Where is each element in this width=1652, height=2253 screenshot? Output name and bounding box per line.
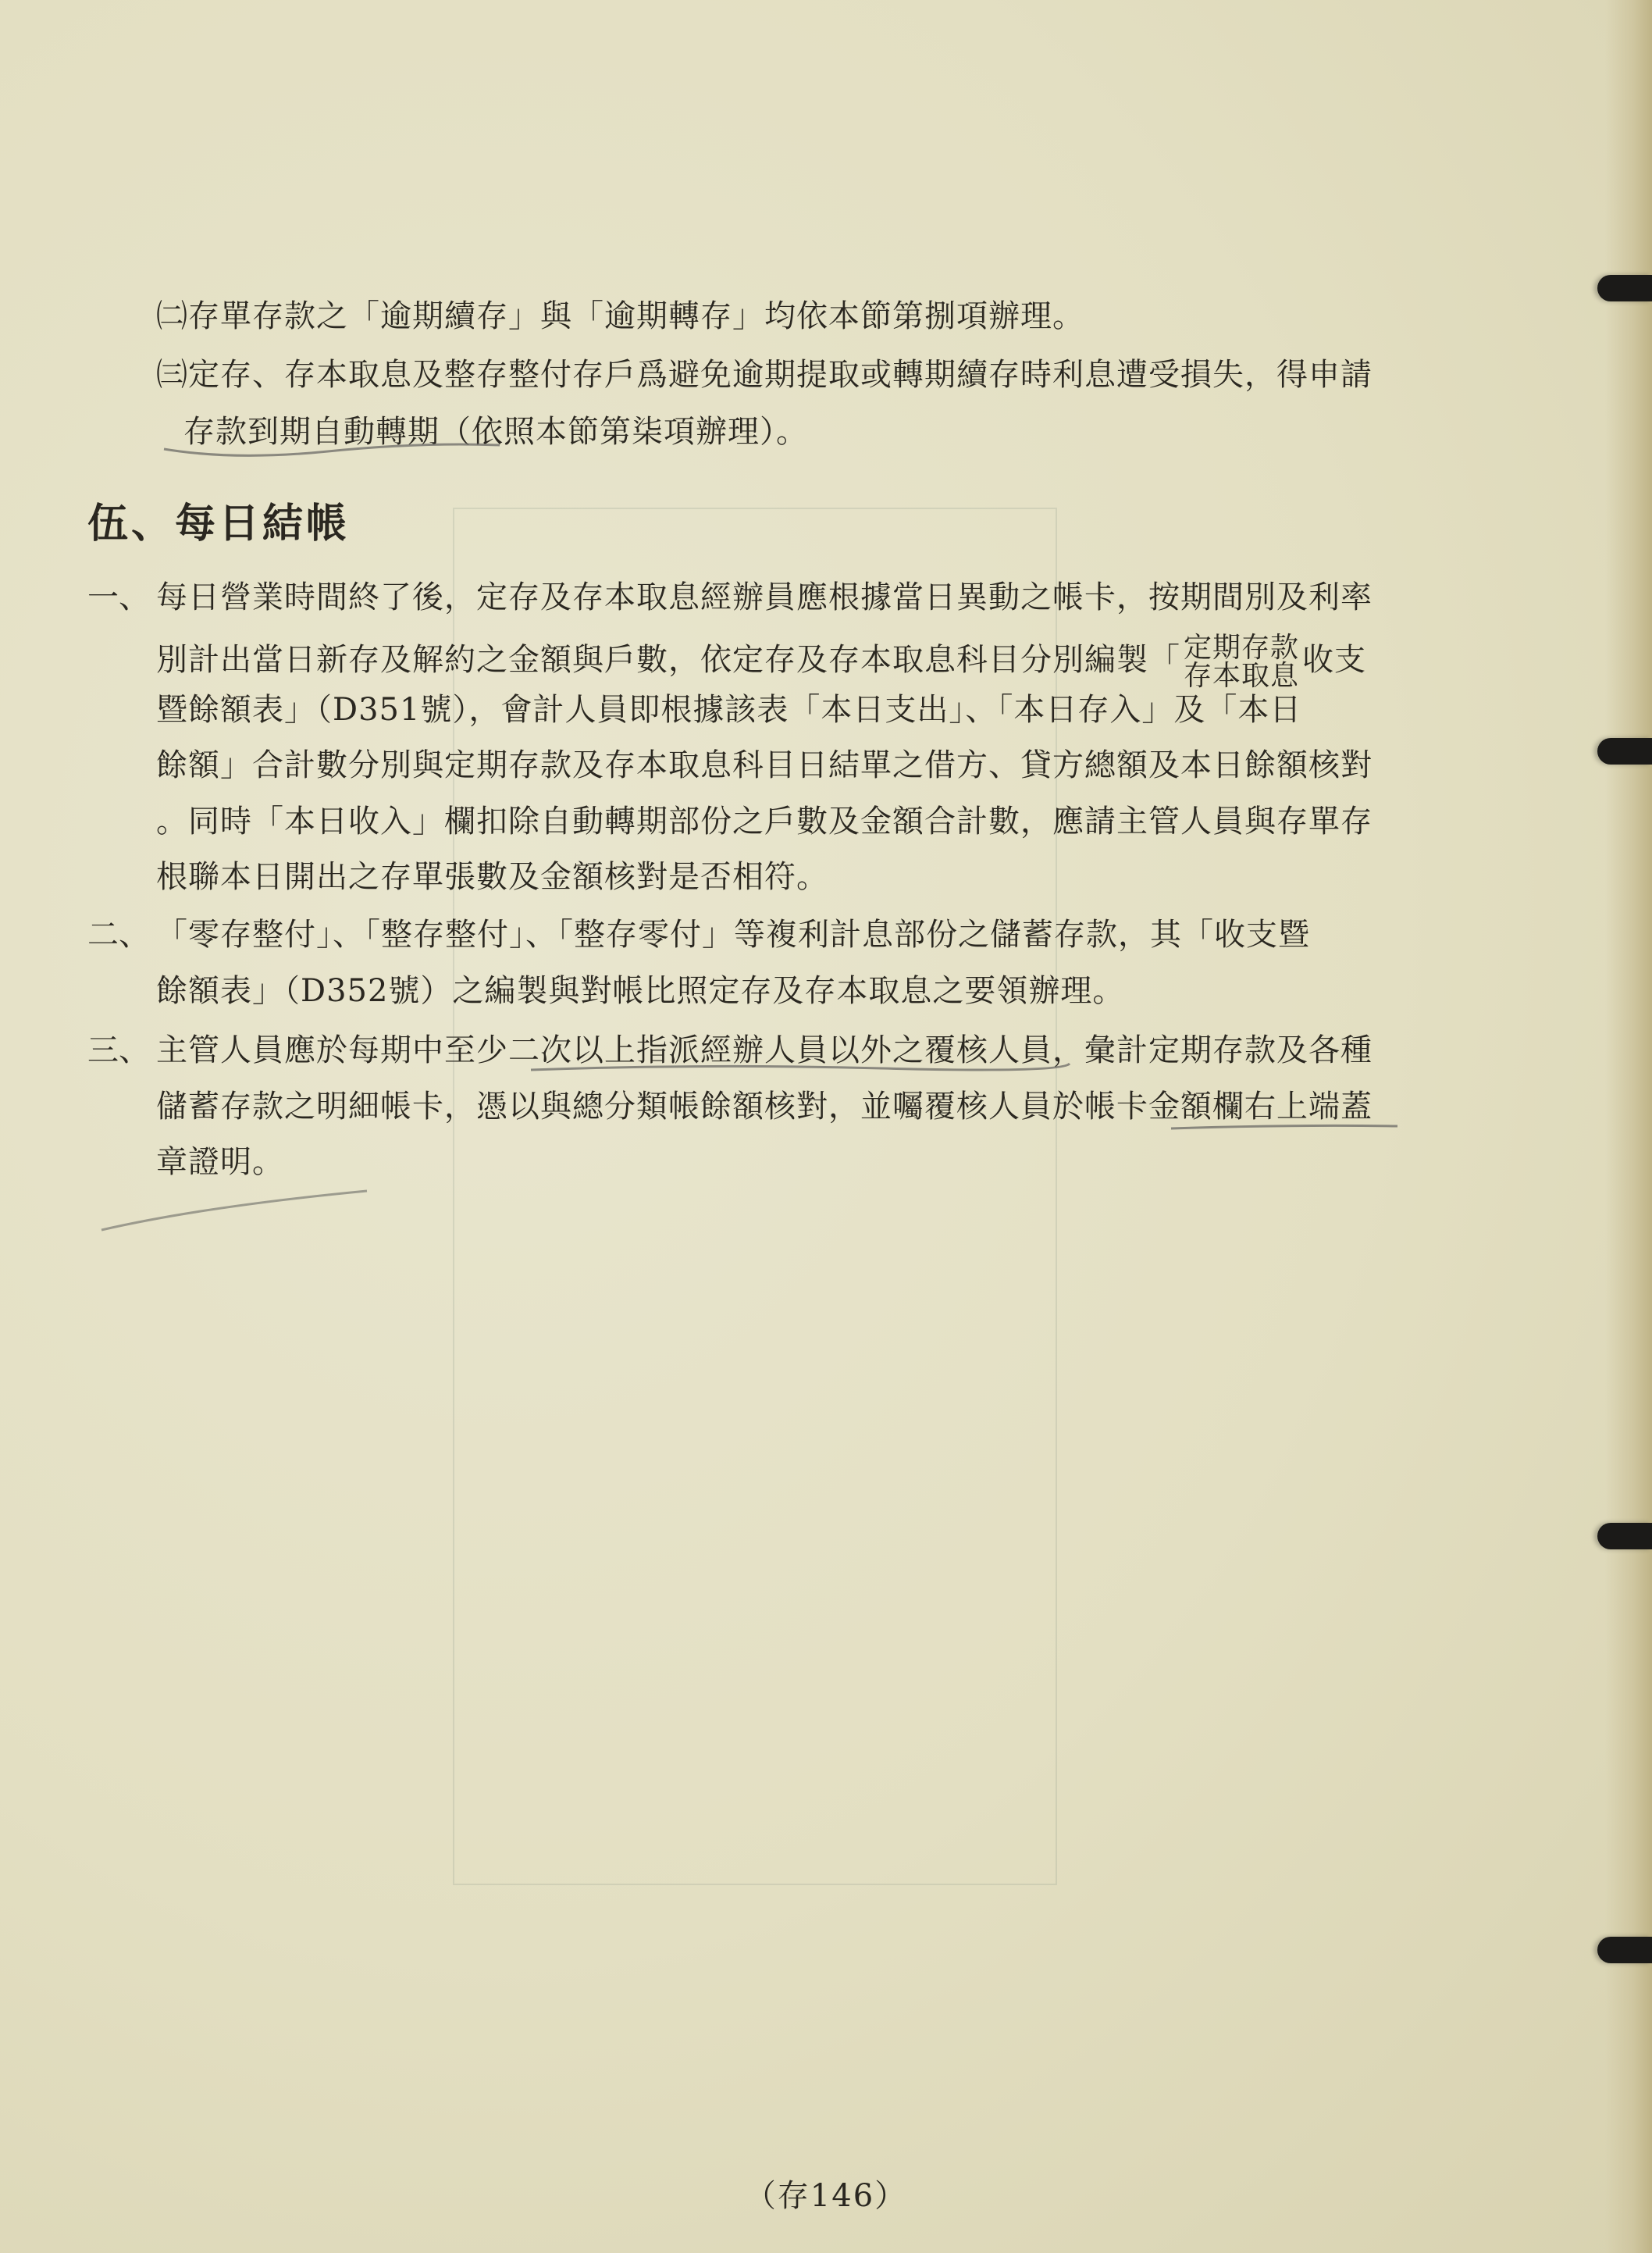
account-name-stack [1184, 634, 1299, 690]
binding-hole [1597, 1937, 1652, 1963]
stack-top: 定期存款 [1184, 632, 1300, 664]
para1-line: 餘額」合計數分別與定期存款及存本取息科目日結單之借方、貸方總額及本日餘額核對 [156, 747, 1373, 783]
para1-line2-after: 收支 [1302, 642, 1367, 678]
page-number: （存146） [744, 2178, 908, 2214]
para2-line: 「零存整付」、「整存整付」、「整存零付」等複利計息部份之儲蓄存款，其「收支暨 [156, 917, 1310, 953]
binding-hole [1597, 738, 1652, 765]
stack-bottom: 存本取息 [1184, 660, 1300, 692]
para1-line: 每日營業時間終了後，定存及存本取息經辦員應根據當日異動之帳卡，按期間別及利率 [156, 579, 1373, 615]
para1-line: 根聯本日開出之存單張數及金額核對是否相符。 [156, 859, 828, 895]
para2-marker: 二、 [87, 917, 150, 953]
binding-hole [1597, 275, 1652, 301]
binding-hole [1597, 1523, 1652, 1549]
section-heading: 伍、每日結帳 [87, 500, 351, 547]
para1-marker: 一、 [87, 579, 150, 615]
para3-line: 章證明。 [156, 1144, 284, 1180]
para3-line: 主管人員應於每期中至少二次以上指派經辦人員以外之覆核人員，彙計定期存款及各種 [156, 1032, 1373, 1068]
para1-line [156, 634, 1366, 690]
sub-item-3: ㈢定存、存本取息及整存整付存戶爲避免逾期提取或轉期續存時利息遭受損失，得申請 [156, 357, 1373, 393]
para3-marker: 三、 [87, 1032, 150, 1068]
sub-item-2: ㈡存單存款之「逾期續存」與「逾期轉存」均依本節第捌項辦理。 [156, 298, 1084, 334]
para1-line: 。同時「本日收入」欄扣除自動轉期部份之戶數及金額合計數，應請主管人員與存單存 [156, 804, 1373, 840]
para1-line: 暨餘額表」（D351號），會計人員即根據該表「本日支出」、「本日存入」及「本日 [156, 692, 1302, 728]
para2-line: 餘額表」（D352號）之編製與對帳比照定存及存本取息之要領辦理。 [156, 973, 1125, 1009]
sub-item-3-continued: 存款到期自動轉期（依照本節第柒項辦理）。 [183, 414, 808, 450]
page-edge [1605, 0, 1652, 2253]
pencil-underline [101, 1191, 367, 1230]
para1-line2-text: 別計出當日新存及解約之金額與戶數，依定存及存本取息科目分別編製「 [156, 642, 1180, 678]
para3-line: 儲蓄存款之明細帳卡，憑以與總分類帳餘額核對，並囑覆核人員於帳卡金額欄右上端蓋 [156, 1089, 1373, 1125]
